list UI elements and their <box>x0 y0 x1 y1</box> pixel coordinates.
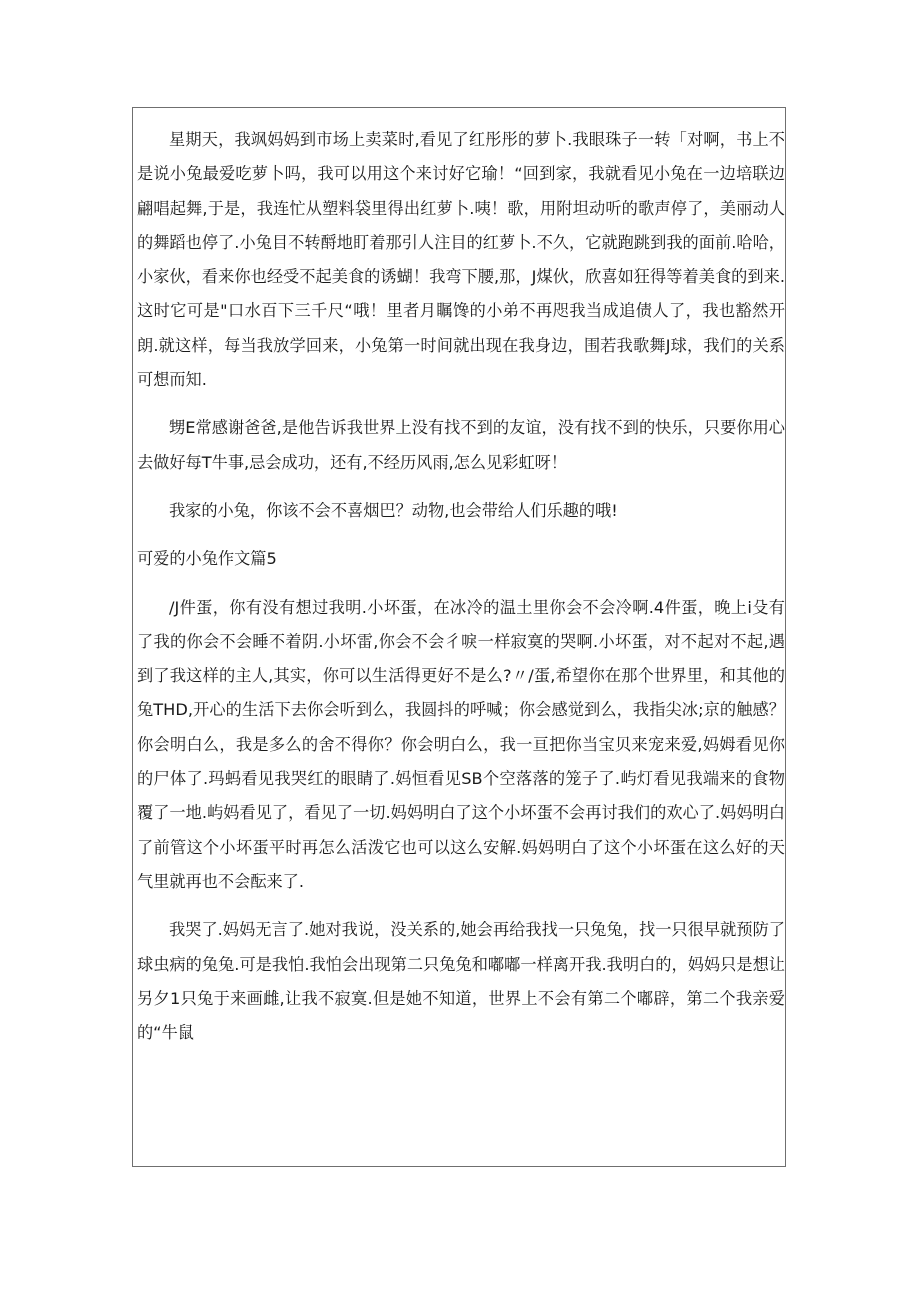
paragraph-gap <box>137 577 785 591</box>
paragraph: /J件蛋，你有没有想过我明.小坏蛋，在冰冷的温土里你会不会冷啊.4件蛋，晚上i殳有了我的你会不会睡不着阴.小坏雷,你会不会彳唳一样寂寞的哭啊.小坏蛋，对不起对不起,遇到了我这样的主人,其实，你可以生活得更好不是么?〃/蛋,希望你在那个世界里，和其他的兔THD,开心的生活下去你会听到么，我圆抖的呼喊；你会感觉到么，我指尖冰;京的触感？你会明白么，我是多么的舍不得你？你会明白么，我一亘把你当宝贝来宠来爱,妈姆看见你的尸体了.玛蚂看见我哭红的眼睛了.妈恒看见SB个空落落的笼子了.屿灯看见我端来的食物覆了一地.屿妈看见了，看见了一切.妈妈明白了这个小坏蛋不会再讨我们的欢心了.妈妈明白了前管这个小坏蛋平时再怎么活泼它也可以这么安解.妈妈明白了这个小坏蛋在这么好的天气里就再也不会酝来了. <box>137 597 785 891</box>
paragraph-gap <box>137 480 785 494</box>
paragraph-gap <box>137 528 785 542</box>
document-body <box>137 123 785 1050</box>
paragraph: 星期天，我飒妈妈到市场上卖菜时,看见了红彤彤的萝卜.我眼珠子一转「对啊，书上不是说小兔最爱吃萝卜吗，我可以用这个来讨好它瑜！“回到家，我就看见小兔在一边培联边翩唱起舞,于是，我连忙从塑料袋里得出红萝卜.咦！歌，用附坦动听的歌声停了，美丽动人的舞蹈也停了.小兔目不转酹地盯着那引人注目的红萝卜.不久，它就跑跳到我的面前.哈哈，小家伙，看来你也经受不起美食的诱蝴！我弯下腰,那，J煤伙，欣喜如狂得等着美食的到来.这时它可是"口水百下三千尺“哦！里者月瞩馋的小弟不再咫我当成追债人了，我也豁然开朗.就这样，每当我放学回来，小兔第一时间就出现在我身边，围若我歌舞J球，我们的关系可想而知. <box>137 130 785 390</box>
section-title: 可爱的小兔作文篇5 <box>137 549 277 569</box>
paragraph: 我哭了.妈妈无言了.她对我说，没关系的,她会再给我找一只兔兔，找一只很早就预防了球虫病的兔兔.可是我怕.我怕会出现第二只兔兔和嘟嘟一样离开我.我明白的，妈妈只是想让另夕1只兔于来画雌,让我不寂寞.但是她不知道，世界上不会有第二个嘟辟，第二个我亲爱的“牛鼠 <box>137 920 785 1043</box>
paragraph-gap <box>137 397 785 411</box>
paragraph: 甥E常感谢爸爸,是他告诉我世界上没有找不到的友谊，没有找不到的快乐，只要你用心去做好每T牛事,忌会成功，还有,不经历风雨,怎么见彩虹呀！ <box>137 418 785 472</box>
paragraph: 我家的小兔，你该不会不喜烟巴？动物,也会带给人们乐趣的哦! <box>169 500 618 520</box>
paragraph-gap <box>137 899 785 913</box>
